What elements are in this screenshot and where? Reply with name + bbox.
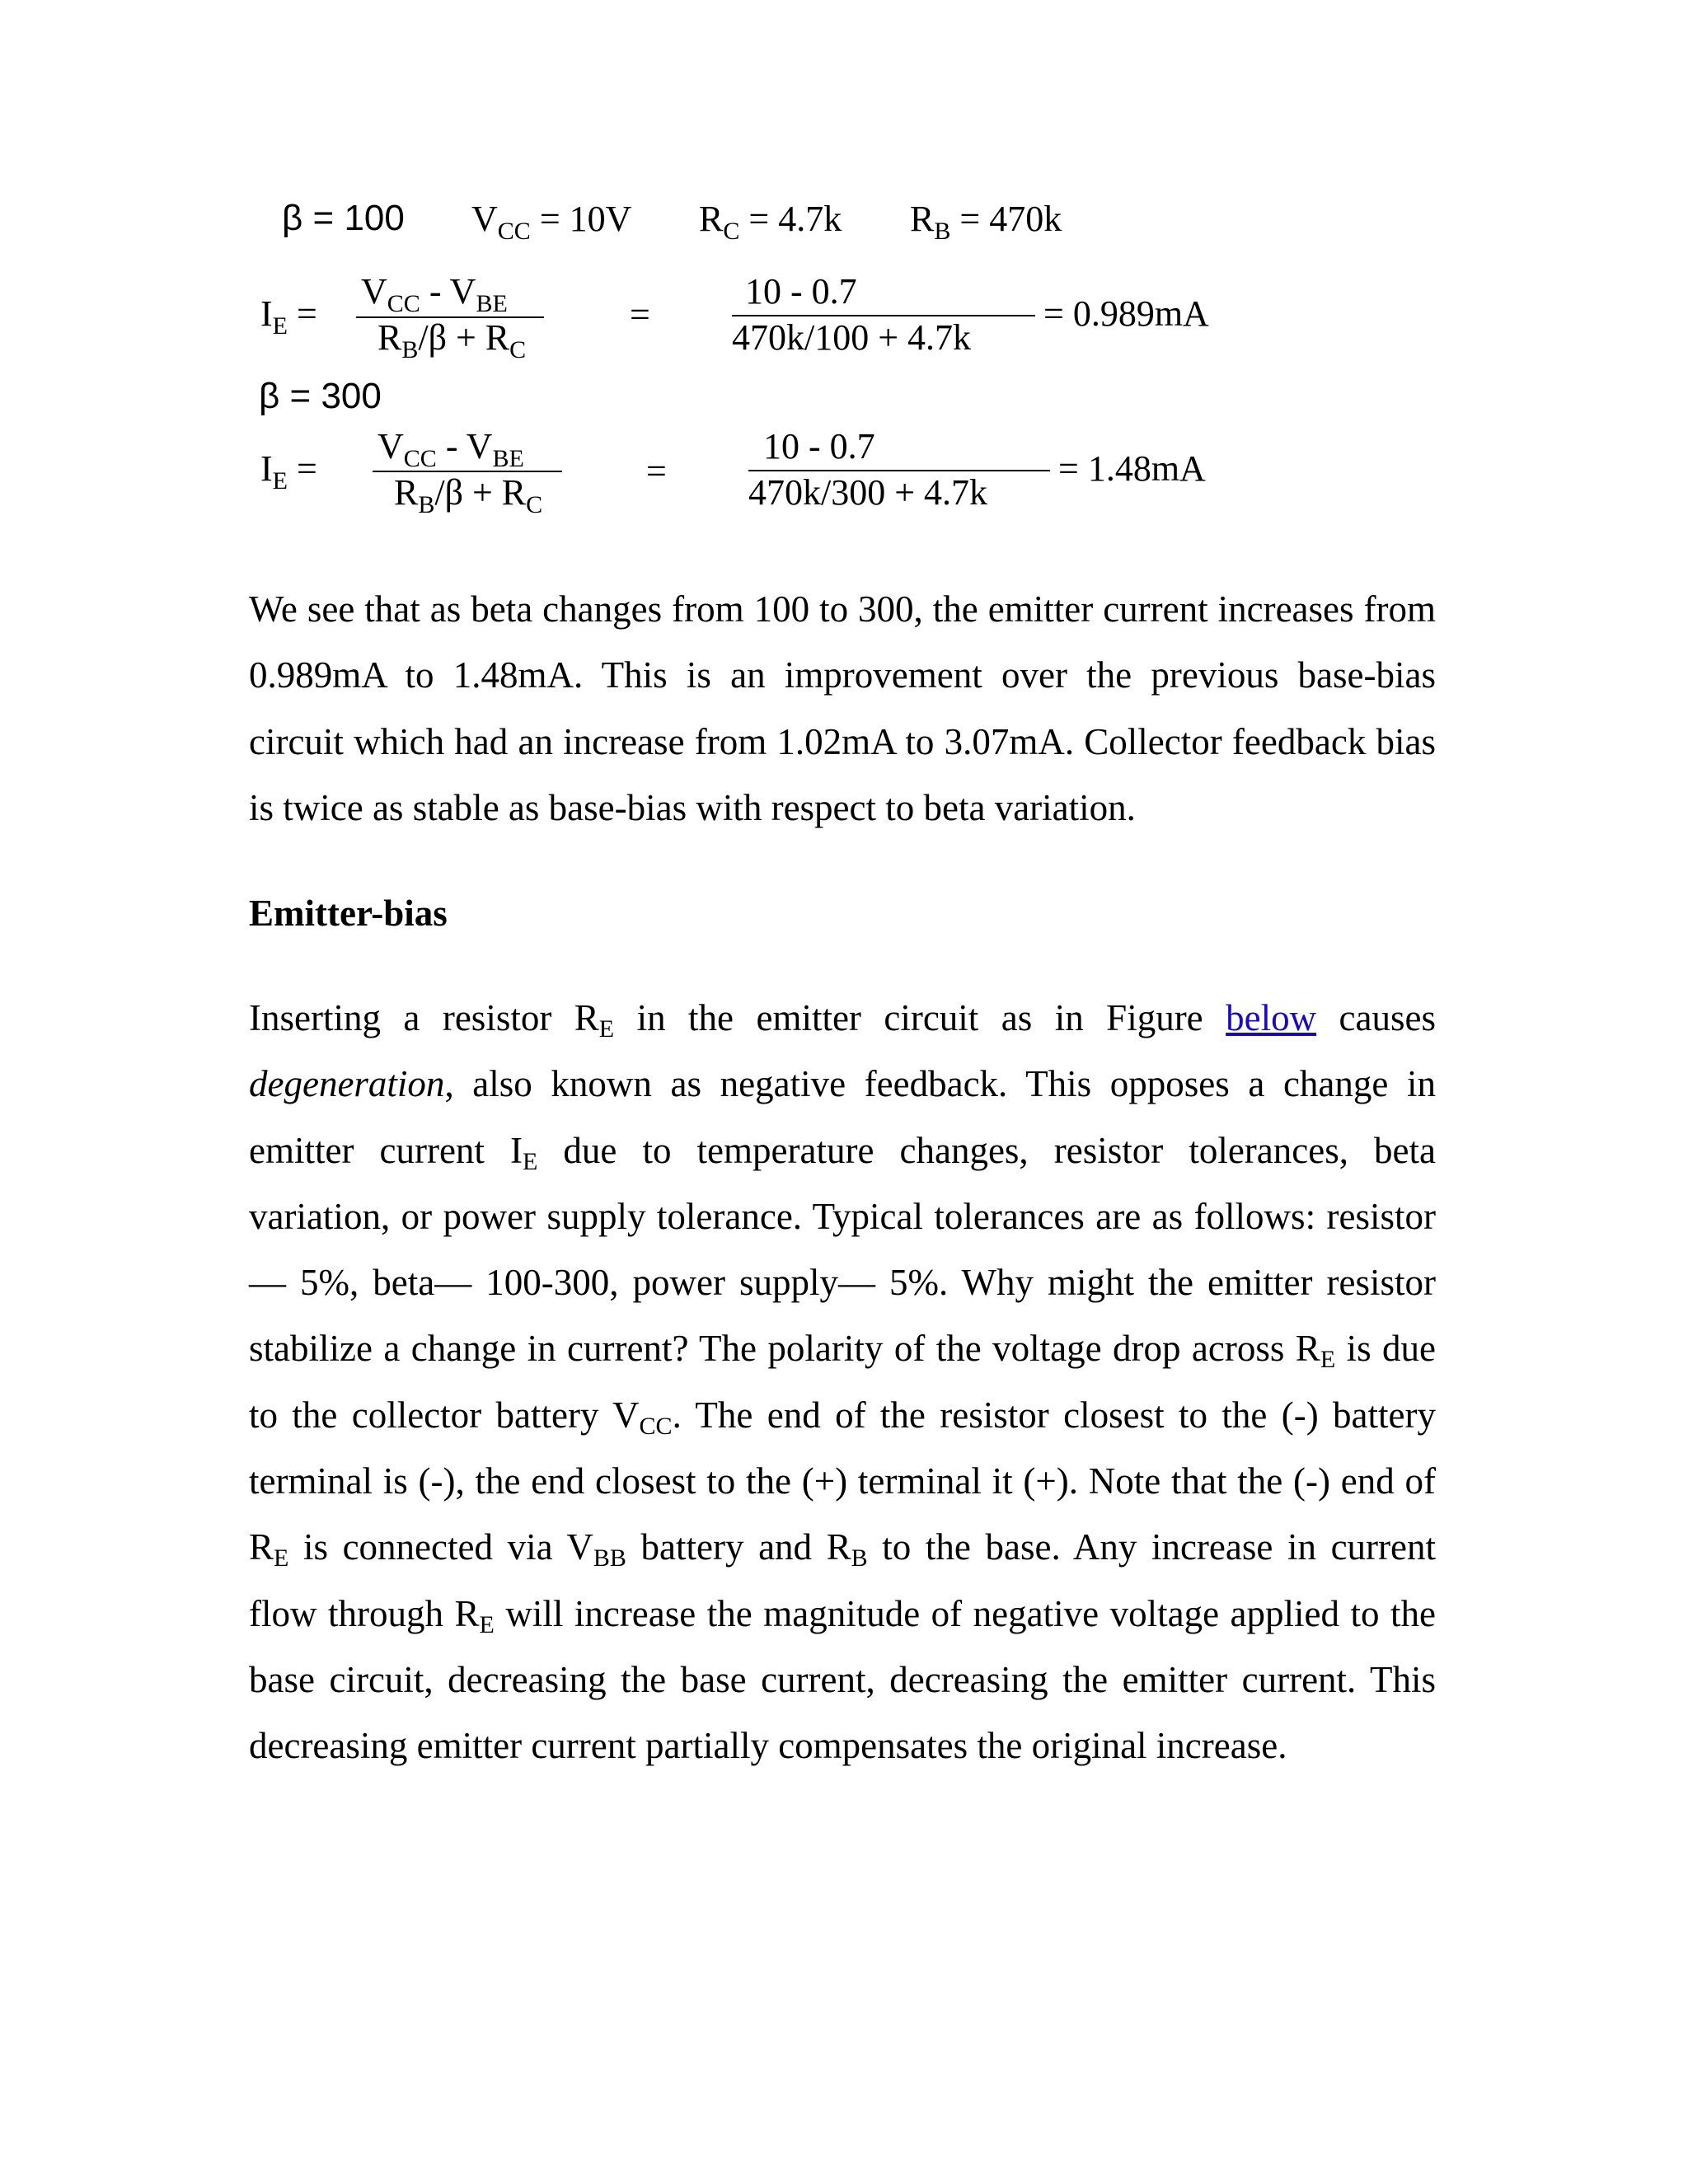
degeneration-term: degeneration (249, 1063, 445, 1105)
beta-100: β = 100 (282, 198, 405, 238)
eq1-numeric-numerator: 10 - 0.7 (745, 271, 857, 312)
beta-300: β = 300 (259, 376, 382, 416)
eq2-lhs: $I_E$ = (260, 448, 317, 494)
rb-param: $R_B = 470k$ (910, 199, 1062, 245)
vcc-param: $V_{CC} = 10V$ (471, 199, 632, 245)
eq1-equals: = (630, 294, 650, 335)
eq2-equals: = (646, 451, 667, 491)
eq2-result: = 1.48mA (1058, 448, 1206, 489)
eq2-symbolic-denominator: $R_B/\beta + R_C$ (394, 472, 543, 518)
eq1-numeric-denominator: 470k/100 + 4.7k (732, 317, 972, 358)
eq2-symbolic-numerator: $V_{CC} - V_{BE}$ (377, 426, 524, 472)
eq1-symbolic-denominator: $R_B/\beta + R_C$ (377, 317, 527, 363)
section-heading: Emitter-bias (249, 893, 448, 934)
figure-below-link[interactable]: below (1226, 997, 1317, 1038)
paragraph-emitter-bias: Inserting a resistor $R_E$ in the emitter circuit as in Figure below causes degeneration, also known as negative feedback. This opposes a change in emitter current $I_E$ due to temperature changes, resistor tolerances, beta variation, or power supply tolerance. Typical tolerances are as follows: resistor— 5%, beta— 100-300, power supply— 5%. Why might the emitter resistor stabilize a change in current? The polarity of the voltage drop across $R_E$ is due to the collector battery $V_{CC}$. The end of the resistor closest to the (-) battery terminal is (-), the end closest to the (+) terminal it (+). Note that the (-) end of $R_E$ is connected via $V_{BB}$ battery and $R_B$ to the base. Any increase in current flow through $R_E$ will increase the magnitude of negative voltage applied to the base circuit, decreasing the base current, decreasing the emitter current. This decreasing emitter current partially compensates the original increase. (249, 997, 1436, 1767)
eq1-result: = 0.989mA (1043, 293, 1209, 334)
eq1-lhs: $I_E$ = (260, 293, 317, 340)
eq1-symbolic-numerator: $V_{CC} - V_{BE}$ (361, 271, 508, 317)
rc-param: $R_C = 4.7k$ (699, 199, 842, 245)
paragraph-beta-comparison: We see that as beta changes from 100 to 300, the emitter current increases from 0.989mA to 1.48mA. This is an improvement over the previous base-bias circuit which had an increase from 1.02mA to 3.07mA. Collector feedback bias is twice as stable as base-bias with respect to beta variation. (249, 588, 1436, 828)
eq2-numeric-denominator: 470k/300 + 4.7k (748, 472, 988, 513)
eq2-numeric-numerator: 10 - 0.7 (763, 426, 875, 466)
